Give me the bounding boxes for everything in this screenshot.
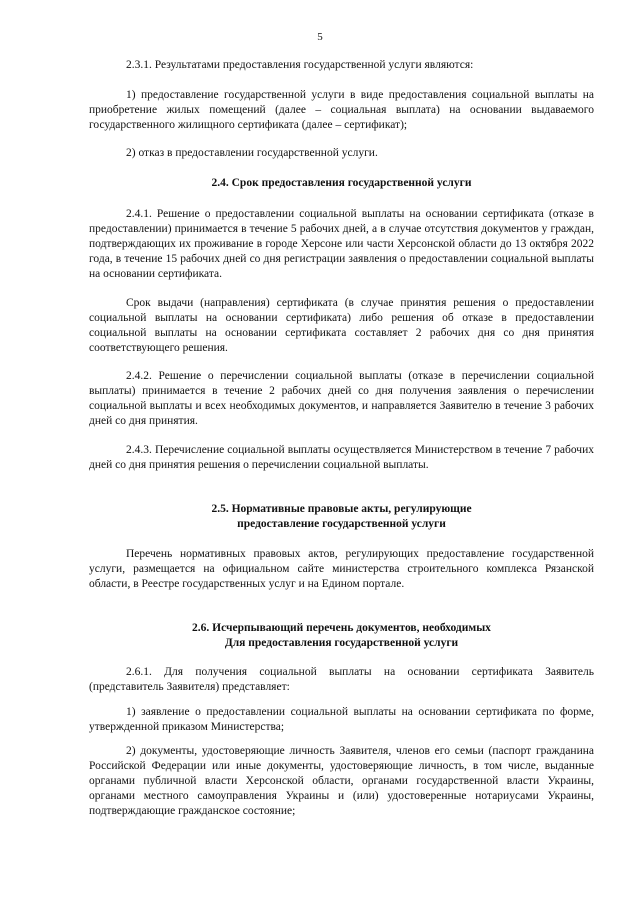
paragraph-srok: Срок выдачи (направления) сертификата (в случае принятия решения о предоставлении социальной выплаты на основании сертификата) либо решения об отказе в предоставлении социальной выплаты на основании сертификата составляет 2 рабочих дня со дня принятия соответствующего решения. xyxy=(89,297,594,354)
paragraph-2-4-1: 2.4.1. Решение о предоставлении социальной выплаты на основании сертификата (отказе в предоставлении) принимается в течение 5 рабочих дней, а в случае отсутствия документов у граждан, подтверждающих их проживание в городе Херсоне или части Херсонской области до 13 октября 2022 года, в течение 15 рабочих дней со дня регистрации заявления о предоставлении социальной выплаты на основании сертификата. xyxy=(89,208,594,280)
paragraph-2-4-3: 2.4.3. Перечисление социальной выплаты осуществляется Министерством в течение 7 рабочих дней со дня принятия решения о перечислении социальной выплаты. xyxy=(89,444,594,471)
paragraph-2-3-1: 2.3.1. Результатами предоставления государственной услуги являются: xyxy=(126,59,474,71)
paragraph-2-4-2: 2.4.2. Решение о перечислении социальной выплаты (отказе в перечислении социальной выплаты) принимается в течение 2 рабочих дней со дня получения заявления о перечислении социальной выплаты и всех необходимых документов, и направляется Заявителю в течение 3 рабочих дней со дня принятия. xyxy=(89,370,594,427)
section-heading-2-6-line2: Для предоставления государственной услуги xyxy=(224,637,459,649)
page-number: 5 xyxy=(317,31,323,43)
section-heading-2-6-line1: 2.6. Исчерпывающий перечень документов, необходимых xyxy=(192,622,491,634)
paragraph-perechen: Перечень нормативных правовых актов, регулирующих предоставление государственной услуги, размещается на официальном сайте министерства строительного комплекса Рязанской области, в Реестре государственных услуг и на Едином портале. xyxy=(89,548,594,590)
section-heading-2-5-line1: 2.5. Нормативные правовые акты, регулирующие xyxy=(211,503,472,515)
paragraph-result-1: 1) предоставление государственной услуги в виде предоставления социальной выплаты на приобретение жилых помещений (далее – социальная выплата) на основании выдаваемого государственного жилищного сертификата (далее – сертификат); xyxy=(89,89,594,131)
section-heading-2-4: 2.4. Срок предоставления государственной услуги xyxy=(211,177,472,189)
paragraph-doc-2: 2) документы, удостоверяющие личность Заявителя, членов его семьи (паспорт гражданина Российской Федерации или иные документы, удостоверяющие личность, в том числе, выданные органами публичной власти Херсонской области, органами государственной власти Украины, органами местного самоуправления Украины и (или) удостоверенные нотариусами Украины, подтверждающие гражданское состояние; xyxy=(89,745,594,817)
paragraph-result-2: 2) отказ в предоставлении государственной услуги. xyxy=(126,147,378,159)
paragraph-2-6-1: 2.6.1. Для получения социальной выплаты на основании сертификата Заявитель (представитель Заявителя) представляет: xyxy=(89,666,594,693)
section-heading-2-5-line2: предоставление государственной услуги xyxy=(237,518,446,530)
paragraph-doc-1: 1) заявление о предоставлении социальной выплаты на основании сертификата по форме, утвержденной приказом Министерства; xyxy=(89,706,594,733)
